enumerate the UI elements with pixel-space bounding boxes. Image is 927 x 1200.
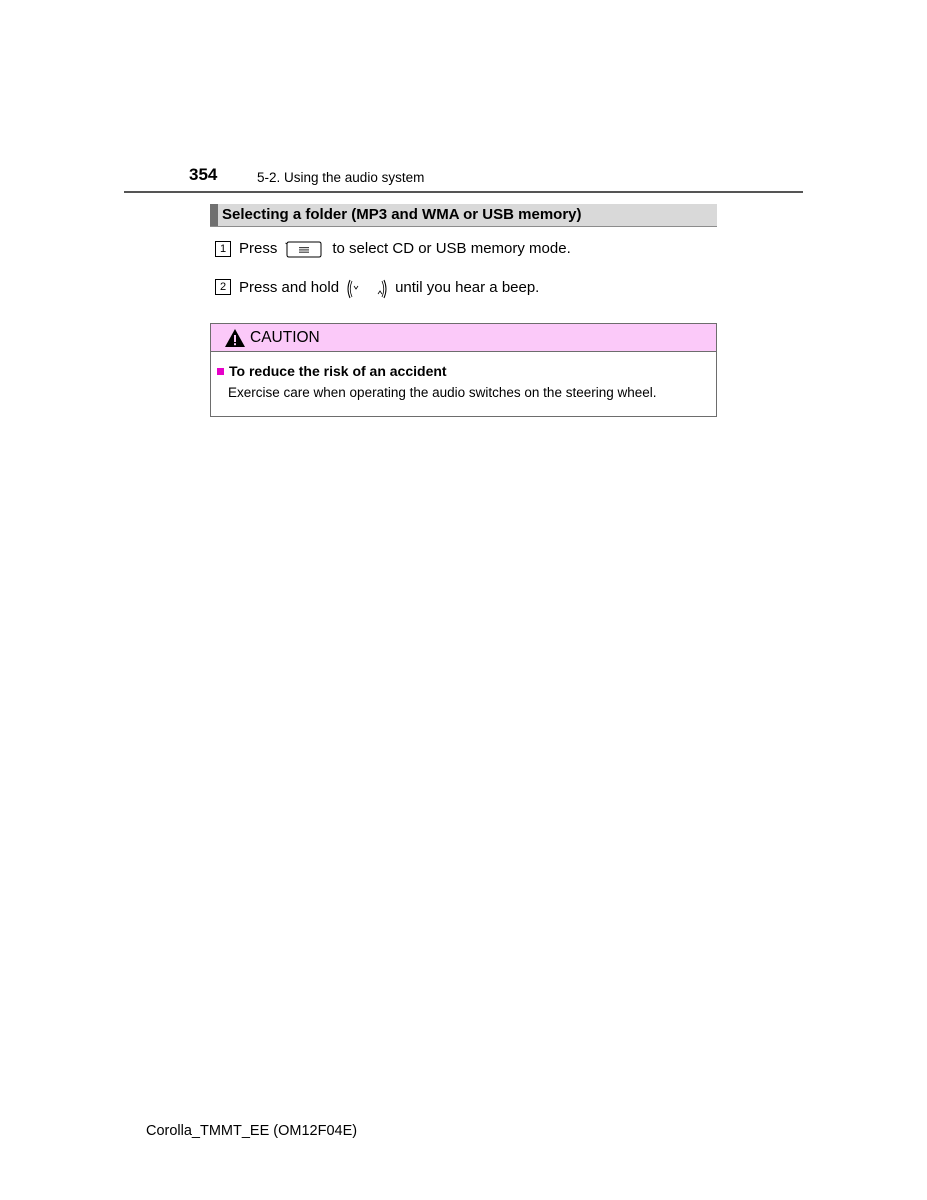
caution-subheading (217, 363, 447, 379)
step-text-after: until you hear a beep. (395, 278, 540, 296)
step-2 (215, 276, 539, 298)
heading-title: Selecting a folder (MP3 and WMA or USB memory) (222, 206, 582, 223)
warning-triangle-icon (224, 328, 246, 348)
caution-title: CAUTION (250, 328, 320, 346)
step-text-after: to select CD or USB memory mode. (332, 240, 571, 257)
step-text-before: Press (239, 240, 278, 257)
caution-box (210, 323, 717, 417)
step-1 (215, 240, 571, 257)
heading-accent (210, 204, 218, 226)
bullet-square-icon (217, 368, 224, 375)
footer-model: Corolla_TMMT_EE (OM12F04E) (146, 1123, 358, 1139)
caution-subheading-text: To reduce the risk of an accident (229, 363, 447, 379)
seek-switch-icon (345, 278, 389, 300)
page-number: 354 (189, 165, 218, 184)
mode-button-icon (285, 241, 323, 258)
step-text-before: Press and hold (239, 278, 340, 296)
section-label: 5-2. Using the audio system (257, 170, 425, 185)
caution-body: Exercise care when operating the audio switches on the steering wheel. (228, 385, 657, 400)
section-heading (210, 204, 717, 227)
header-rule (124, 191, 803, 193)
step-number: 2 (215, 279, 231, 295)
caution-header (211, 324, 716, 352)
step-number: 1 (215, 241, 231, 257)
